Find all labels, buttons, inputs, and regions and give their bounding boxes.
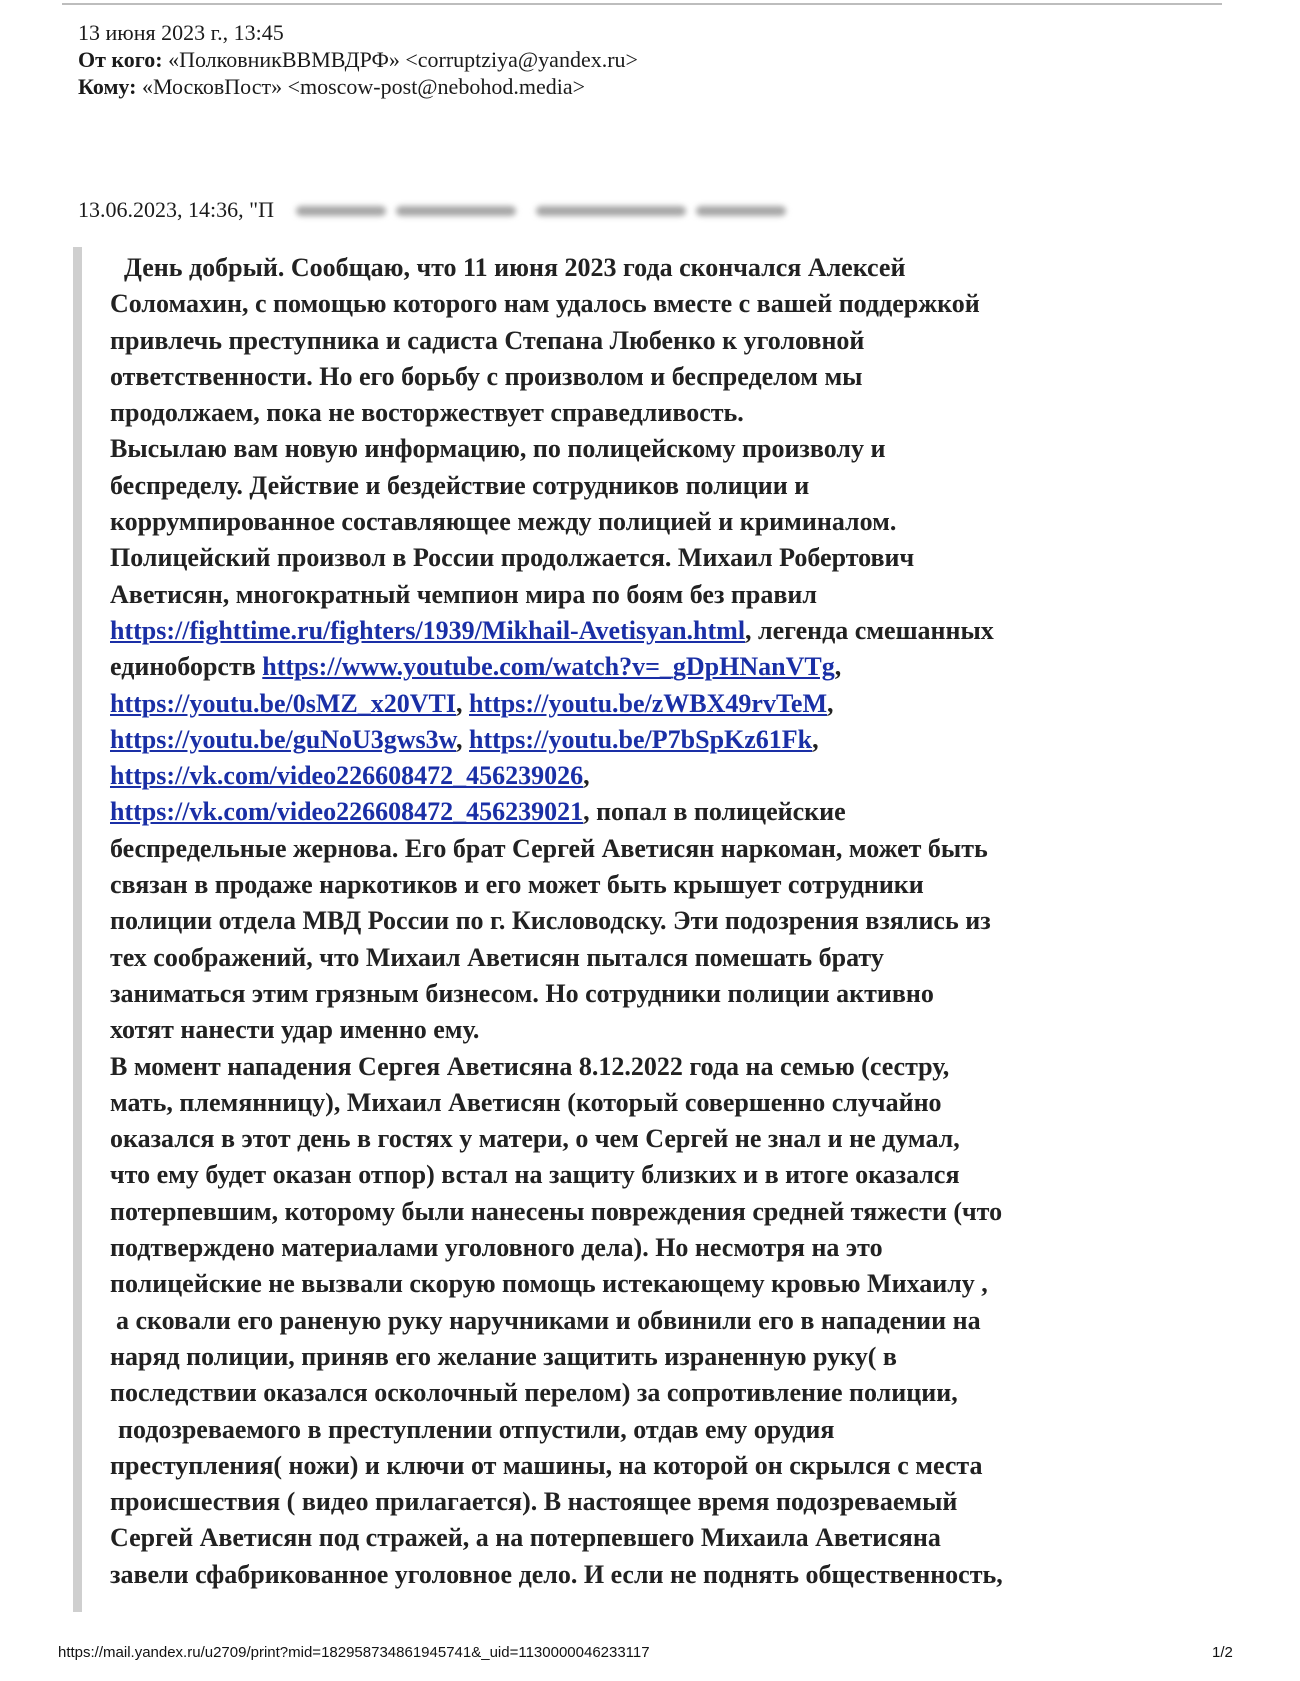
body-line: наряд полиции, приняв его желание защитить израненную руку( в	[110, 1341, 897, 1371]
body-line: потерпевшим, которому были нанесены повреждения средней тяжести (что	[110, 1196, 1003, 1226]
body-line: хотят нанести удар именно ему.	[110, 1015, 480, 1045]
body-line: Соломахин, с помощью которого нам удалось вместе с вашей поддержкой	[110, 289, 980, 319]
quote-bar	[73, 247, 82, 1612]
body-line: оказался в этот день в гостях у матери, о чем Сергей не знал и не думал,	[110, 1124, 960, 1154]
footer-url: https://mail.yandex.ru/u2709/print?mid=182958734861945741&_uid=1130000046233117	[58, 1644, 650, 1661]
email-date: 13 июня 2023 г., 13:45	[78, 20, 284, 45]
from-value: «ПолковникВВМВДРФ» <corruptziya@yandex.ru>	[168, 47, 638, 72]
link-youtu-2[interactable]: https://youtu.be/zWBX49rvTeM	[469, 688, 827, 718]
line-text: ,	[812, 724, 819, 754]
line-text: ,	[583, 761, 590, 791]
line-text: ,	[456, 724, 470, 754]
body-line: что ему будет оказан отпор) встал на защиту близких и в итоге оказался	[110, 1160, 960, 1190]
to-label: Кому:	[78, 74, 137, 99]
body-line: преступления( ножи) и ключи от машины, на которой он скрылся с места	[110, 1450, 983, 1480]
line-text: ,	[834, 652, 842, 682]
body-line	[110, 794, 1210, 830]
body-line: происшествия ( видео прилагается). В настоящее время подозреваемый	[110, 1487, 958, 1517]
body-line: День добрый. Сообщаю, что 11 июня 2023 года скончался Алексей	[124, 253, 906, 282]
body-line: Полицейский произвол в России продолжается. Михаил Робертович	[110, 543, 915, 573]
body-line: привлечь преступника и садиста Степана Любенко к уголовной	[110, 325, 865, 355]
body-line	[110, 686, 1210, 722]
link-vk-1[interactable]: https://vk.com/video226608472_456239026	[110, 761, 584, 791]
line-text: ,	[827, 688, 834, 718]
line-text: единоборств	[110, 652, 263, 682]
body-line: беспредельные жернова. Его брат Сергей Аветисян наркоман, может быть	[110, 833, 988, 863]
link-youtu-4[interactable]: https://youtu.be/P7bSpKz61Fk	[469, 724, 813, 754]
page-number: 1/2	[1212, 1644, 1233, 1661]
body-line: ответственности. Но его борьбу с произволом и беспределом мы	[110, 361, 863, 391]
body-line: а сковали его раненую руку наручниками и обвинили его в нападении на	[116, 1305, 981, 1335]
body-line	[110, 758, 1210, 794]
body-line	[110, 722, 1210, 758]
body-line: связан в продаже наркотиков и его может быть крышует сотрудники	[110, 870, 924, 900]
body-line: Сергей Аветисян под стражей, а на потерпевшего Михаила Аветисяна	[110, 1523, 941, 1553]
body-line: последствии оказался осколочный перелом) за сопротивление полиции,	[110, 1378, 958, 1408]
line-text: , легенда смешанных	[745, 615, 994, 645]
body-line: завели сфабрикованное уголовное дело. И если не поднять общественность,	[110, 1559, 1003, 1589]
body-line: Аветисян, многократный чемпион мира по боям без правил	[110, 579, 817, 609]
body-line: заниматься этим грязным бизнесом. Но сотрудники полиции активно	[110, 978, 934, 1008]
email-to	[78, 72, 585, 102]
body-line: Высылаю вам новую информацию, по полицейскому произволу и	[110, 434, 886, 464]
redacted-sender	[296, 200, 856, 226]
message-body	[110, 250, 1210, 1593]
quoted-header: 13.06.2023, 14:36, "П	[78, 197, 274, 222]
body-line	[110, 613, 1210, 649]
to-value: «МосковПост» <moscow-post@nebohod.media>	[141, 74, 585, 99]
link-vk-2[interactable]: https://vk.com/video226608472_456239021	[110, 797, 584, 827]
link-youtu-3[interactable]: https://youtu.be/guNoU3gws3w	[110, 724, 457, 754]
link-fighttime[interactable]: https://fighttime.ru/fighters/1939/Mikhail-Avetisyan.html	[110, 615, 746, 645]
link-youtube-watch[interactable]: https://www.youtube.com/watch?v=_gDpHNanVTg	[262, 652, 835, 682]
body-line: тех соображений, что Михаил Аветисян пытался помешать брату	[110, 942, 884, 972]
body-line: подозреваемого в преступлении отпустили, отдав ему орудия	[118, 1414, 835, 1444]
body-line: беспределу. Действие и бездействие сотрудников полиции и	[110, 470, 810, 500]
body-line: подтверждено материалами уголовного дела). Но несмотря на это	[110, 1233, 883, 1263]
line-text: , попал в полицейские	[583, 797, 846, 827]
body-line: мать, племянницу), Михаил Аветисян (который совершенно случайно	[110, 1087, 942, 1117]
body-line: коррумпированное составляющее между полицией и криминалом.	[110, 507, 897, 537]
body-line: В момент нападения Сергея Аветисяна 8.12.2022 года на семью (сестру,	[110, 1051, 950, 1081]
link-youtu-1[interactable]: https://youtu.be/0sMZ_x20VTI	[110, 688, 456, 718]
top-divider	[62, 3, 1222, 5]
body-line: полицейские не вызвали скорую помощь истекающему кровью Михаилу ,	[110, 1269, 988, 1299]
line-text: ,	[456, 688, 469, 718]
body-line: полиции отдела МВД России по г. Кисловодску. Эти подозрения взялись из	[110, 906, 991, 936]
email-from	[78, 45, 638, 75]
from-label: От кого:	[78, 47, 163, 72]
body-line	[110, 649, 1210, 685]
body-line: продолжаем, пока не восторжествует справедливость.	[110, 398, 744, 428]
